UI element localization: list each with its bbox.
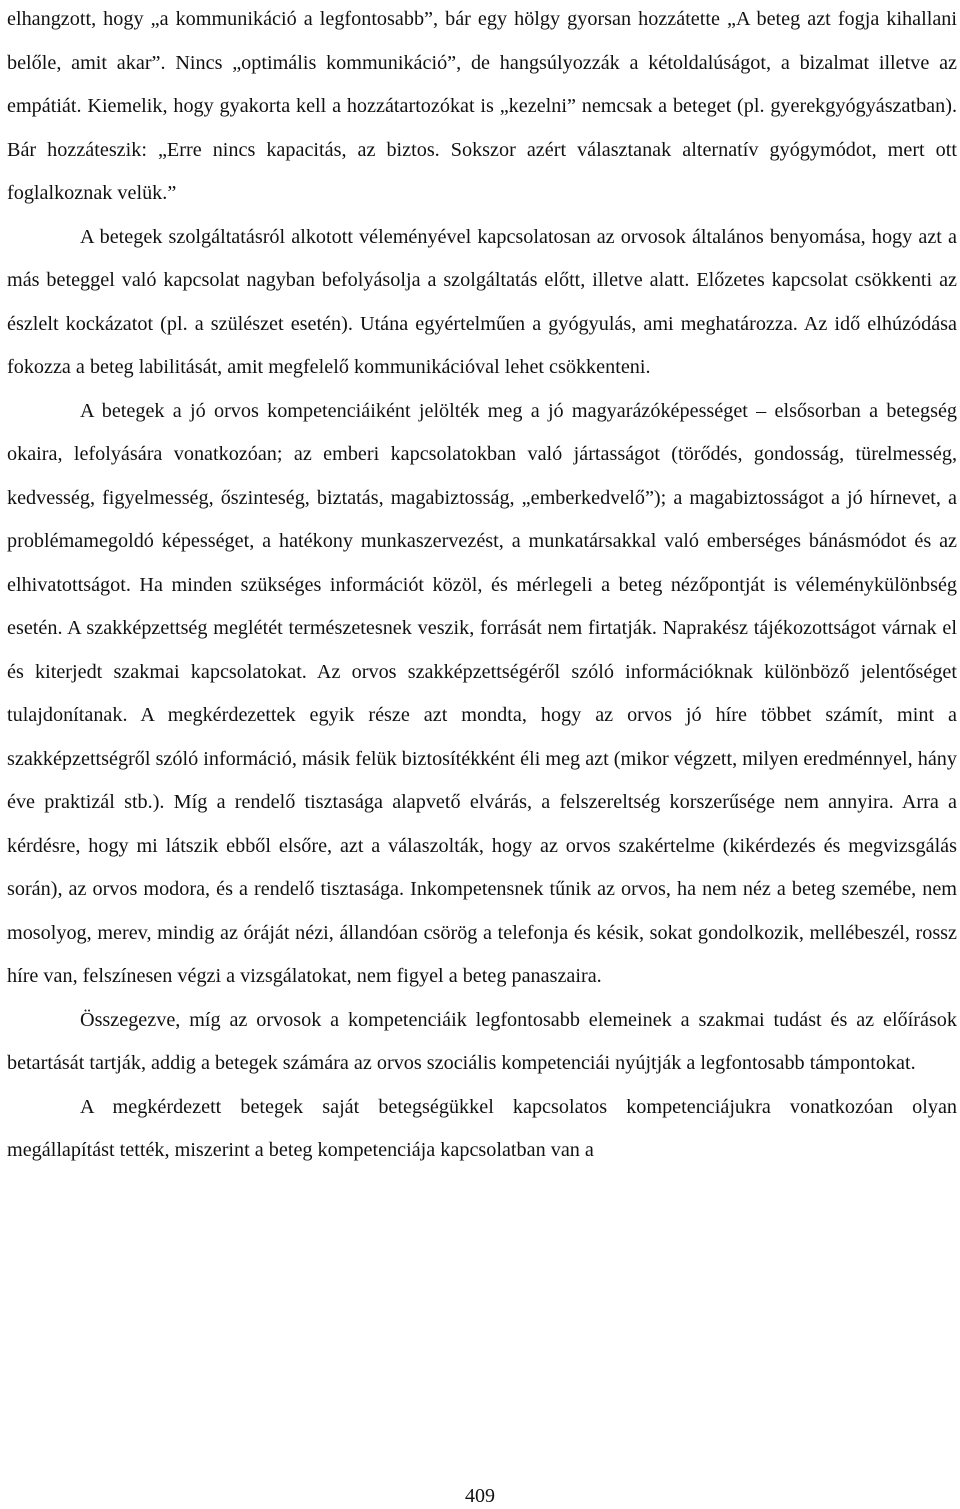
paragraph-2: A betegek szolgáltatásról alkotott véleményével kapcsolatosan az orvosok általános benyomása, hogy azt a más beteggel való kapcsolat nagyban befolyásolja a szolgáltatás előtt, illetve alatt. Előzetes kapcsolat csökkenti az észlelt kockázatot (pl. a szülészet esetén). Utána egyértelműen a gyógyulás, ami meghatározza. Az idő elhúzódása fokozza a beteg labilitását, amit megfelelő kommunikációval lehet csökkenteni. — [7, 225, 957, 378]
paragraph-3: A betegek a jó orvos kompetenciáiként jelölték meg a jó magyarázóképességet – elsősorban a betegség okaira, lefolyására vonatkozóan; az emberi kapcsolatokban való jártasságot (törődés, gondosság, türelmesség, kedvesség, figyelmesség, őszinteség, biztatás, magabiztosság, „emberkedvelő”); a magabiztosságot a jó hírnevet, a problémamegoldó képességet, a hatékony munkaszervezést, a munkatársakkal való emberséges bánásmódot és az elhivatottságot. Ha minden szükséges információt közöl, és mérlegeli a beteg nézőpontját is véleménykülönbség esetén. A szakképzettség meglétét természetesnek veszik, forrását nem firtatják. Naprakész tájékozottságot várnak el és kiterjedt szakmai kapcsolatokat. Az orvos szakképzettségéről szóló információknak különböző jelentőséget tulajdonítanak. A megkérdezettek egyik része azt mondta, hogy az orvos jó híre többet számít, mint a szakképzettségről szóló információ, másik felük biztosítékként éli meg azt (mikor végzett, milyen eredménnyel, hány éve praktizál stb.). Míg a rendelő tisztasága alapvető elvárás, a felszereltség korszerűsége nem annyira. Arra a kérdésre, hogy mi látszik ebből elsőre, azt a válaszolták, hogy az orvos szakértelme (kikérdezés és megvizsgálás során), az orvos modora, és a rendelő tisztasága. Inkompetensnek tűnik az orvos, ha nem néz a beteg szemébe, nem mosolyog, merev, mindig az óráját nézi, állandóan csörög a telefonja és késik, sokat gondolkozik, mellébeszél, rossz híre van, felszínesen végzi a vizsgálatokat, nem figyel a beteg panaszaira. — [7, 399, 957, 987]
document-page — [7, 0, 957, 1173]
page-number: 409 — [465, 1485, 495, 1507]
paragraph-1: elhangzott, hogy „a kommunikáció a legfontosabb”, bár egy hölgy gyorsan hozzátette „A beteg azt fogja kihallani belőle, amit akar”. Nincs „optimális kommunikáció”, de hangsúlyozzák a kétoldalúságot, a bizalmat illetve az empátiát. Kiemelik, hogy gyakorta kell a hozzátartozókat is „kezelni” nemcsak a beteget (pl. gyerekgyógyászatban). Bár hozzáteszik: „Erre nincs kapacitás, az biztos. Sokszor azért választanak alternatív gyógymódot, mert ott foglalkoznak velük.” — [7, 8, 957, 204]
paragraph-4: Összegezve, míg az orvosok a kompetenciáik legfontosabb elemeinek a szakmai tudást és az előírások betartását tartják, addig a betegek számára az orvos szociális kompetenciái nyújtják a legfontosabb támpontokat. — [7, 1008, 957, 1074]
paragraph-5: A megkérdezett betegek saját betegségükkel kapcsolatos kompetenciájukra vonatkozóan olyan megállapítást tették, miszerint a beteg kompetenciája kapcsolatban van a — [7, 1095, 957, 1161]
